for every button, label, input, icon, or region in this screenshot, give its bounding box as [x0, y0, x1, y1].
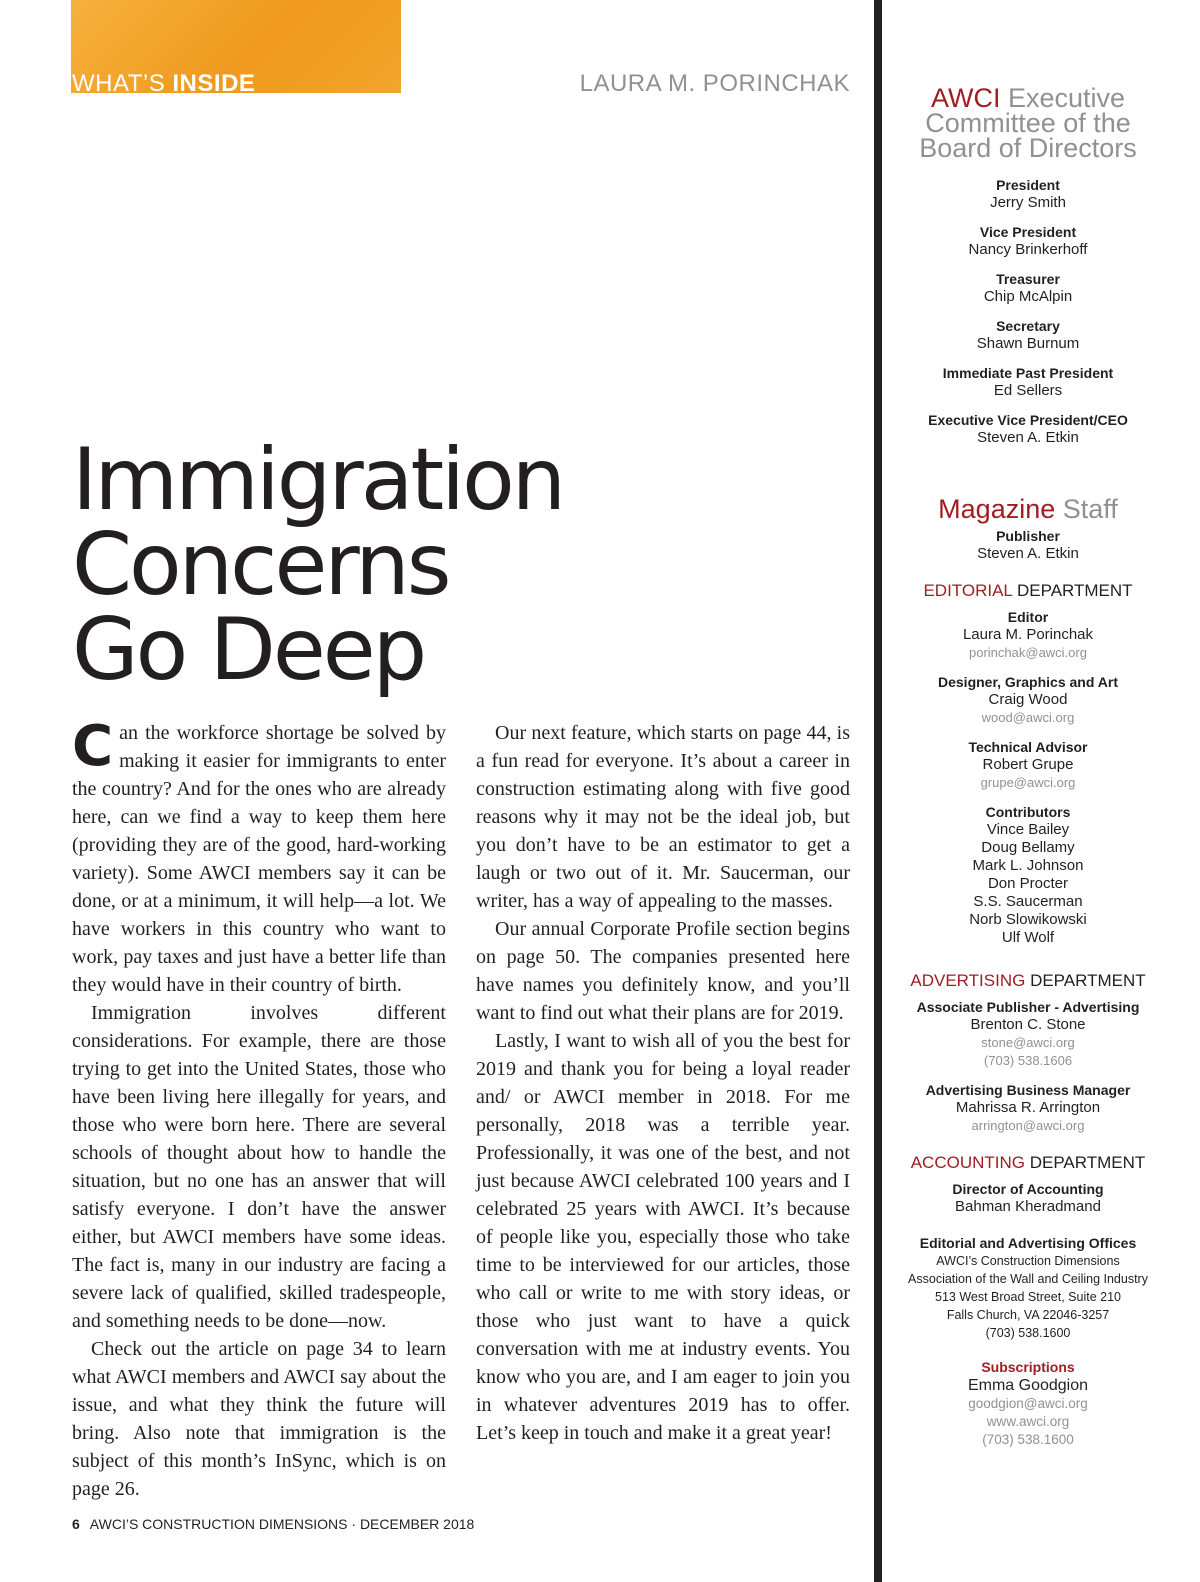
- article-column-1: [72, 714, 446, 1503]
- role-email: porinchak@awci.org: [969, 645, 1087, 660]
- article-paragraph: Our next feature, which starts on page 44, is a fun read for everyone. It’s about a career in construction estimating along with five good reasons why it may not be the ideal job, but you don’t have to be an estimator to get a laugh or two out of it. Mr. Saucerman, our writer, has a way of appealing to the masses.: [476, 722, 850, 912]
- dept-red: ACCOUNTING: [910, 1153, 1025, 1172]
- role-title: Contributors: [985, 804, 1071, 820]
- contributor: Don Procter: [987, 875, 1069, 892]
- article-column-2: [476, 719, 850, 1447]
- role-email: arrington@awci.org: [971, 1118, 1085, 1133]
- role-title: Technical Advisor: [968, 739, 1088, 755]
- subscriptions-block: [902, 1358, 1154, 1449]
- contributor: Ulf Wolf: [1001, 929, 1055, 946]
- author-byline: LAURA M. PORINCHAK: [579, 70, 850, 97]
- article-paragraph: Immigration involves different considerations. For example, there are those trying to get into the United States, those who have been living here illegally for years, and those who were born here. There are several schools of thought about how to handle the situation, but no one has an answer that will satisfy everyone. I don’t have the answer either, but AWCI members have some ideas. The fact is, many in our industry are facing a severe lack of qualified, skilled tradespeople, and something needs to be done—now.: [72, 1002, 446, 1332]
- role-name: Nancy Brinkerhoff: [968, 241, 1088, 258]
- role-phone: (703) 538.1606: [983, 1053, 1073, 1068]
- headline-line-3: Go Deep: [72, 600, 425, 700]
- committee-heading-red: AWCI: [930, 83, 1001, 113]
- staff-heading-gray: Staff: [1062, 494, 1118, 524]
- role-name: Steven A. Etkin: [977, 545, 1079, 562]
- role-title: Secretary: [996, 318, 1060, 334]
- offices-block: [902, 1234, 1154, 1342]
- committee-role: [902, 271, 1154, 306]
- committee-role: [902, 412, 1154, 447]
- editor-role: [902, 609, 1154, 662]
- role-title: Vice President: [979, 224, 1077, 240]
- role-name: Mahrissa R. Arrington: [955, 1099, 1101, 1116]
- article-headline: [72, 430, 564, 700]
- role-name: Bahman Kheradmand: [955, 1198, 1101, 1215]
- role-name: Steven A. Etkin: [977, 429, 1079, 446]
- article-paragraph: Lastly, I want to wish all of you the best for 2019 and thank you for being a loyal reader and/ or AWCI member in 2018. For me personally, 2018 was a terrible year. Professionally, it was one of the best, and not just because AWCI celebrated 100 years and I celebrated 25 years with AWCI. It’s because of people like you, especially those who take time to be interviewed for our articles, those who call or write to me with story ideas, or those who just want to have a quick conversation with me at industry events. You know who you are, and I am eager to join you in whatever adventures 2019 has to offer. Let’s keep in touch and make it a great year!: [476, 1030, 850, 1444]
- contributor: Norb Slowikowski: [969, 911, 1087, 928]
- offices-line: (703) 538.1600: [985, 1326, 1071, 1340]
- dept-red: ADVERTISING: [910, 971, 1026, 990]
- drop-cap: C: [72, 714, 114, 779]
- section-label-bold: INSIDE: [172, 70, 256, 97]
- committee-role: [902, 177, 1154, 212]
- publication-line: AWCI’S CONSTRUCTION DIMENSIONS · DECEMBER 2018: [89, 1516, 475, 1532]
- role-title: Designer, Graphics and Art: [938, 674, 1118, 690]
- role-email: grupe@awci.org: [980, 775, 1076, 790]
- committee-role: [902, 224, 1154, 259]
- advertising-dept-heading: [902, 971, 1154, 991]
- editorial-dept-heading: [902, 581, 1154, 601]
- subscriptions-name: Emma Goodgion: [967, 1377, 1089, 1394]
- offices-line: AWCI’s Construction Dimensions: [936, 1254, 1120, 1268]
- staff-heading: [902, 494, 1154, 524]
- technical-advisor-role: [902, 739, 1154, 792]
- role-name: Craig Wood: [988, 691, 1068, 708]
- dept-rest: DEPARTMENT: [1030, 971, 1146, 990]
- committee-heading: [902, 83, 1154, 163]
- role-title: Immediate Past President: [942, 365, 1114, 381]
- role-title: Editor: [1007, 609, 1049, 625]
- article-paragraph: [72, 714, 446, 999]
- headline-line-1: Immigration: [72, 430, 564, 530]
- role-name: Chip McAlpin: [983, 288, 1073, 305]
- role-title: Treasurer: [996, 271, 1060, 287]
- role-title: Advertising Business Manager: [925, 1082, 1131, 1098]
- subscriptions-title: Subscriptions: [981, 1359, 1075, 1375]
- dept-rest: DEPARTMENT: [1017, 581, 1133, 600]
- ad-manager-role: [902, 1082, 1154, 1135]
- contributors-list: [902, 821, 1154, 947]
- role-title: Director of Accounting: [952, 1181, 1104, 1197]
- role-title: Associate Publisher - Advertising: [916, 999, 1140, 1015]
- contributor: S.S. Saucerman: [973, 893, 1083, 910]
- staff-heading-red: Magazine: [938, 494, 1056, 524]
- committee-role: [902, 318, 1154, 353]
- role-title: Executive Vice President/CEO: [928, 412, 1128, 428]
- role-email: wood@awci.org: [981, 710, 1075, 725]
- offices-title: Editorial and Advertising Offices: [919, 1235, 1137, 1251]
- offices-line: Falls Church, VA 22046-3257: [946, 1308, 1110, 1322]
- accounting-dept-heading: [902, 1153, 1154, 1173]
- role-name: Jerry Smith: [990, 194, 1066, 211]
- role-title: President: [996, 177, 1060, 193]
- article-paragraph: Our annual Corporate Profile section begins on page 50. The companies presented here have names you definitely know, and you’ll want to find out what their plans are for 2019.: [476, 918, 850, 1024]
- committee-role: [902, 365, 1154, 400]
- sidebar-divider: [874, 0, 882, 1582]
- role-name: Ed Sellers: [993, 382, 1063, 399]
- article-paragraph: Check out the article on page 34 to learn what AWCI members and AWCI say about the issue, and what they think the future will bring. Also note that immigration is the subject of this month’s InSync, which is on page 26.: [72, 1338, 446, 1500]
- offices-line: 513 West Broad Street, Suite 210: [935, 1290, 1121, 1304]
- dept-rest: DEPARTMENT: [1029, 1153, 1146, 1172]
- subscriptions-email: goodgion@awci.org: [968, 1396, 1088, 1411]
- subscriptions-phone: (703) 538.1600: [982, 1432, 1074, 1447]
- page-number: 6: [72, 1516, 80, 1532]
- contributor: Doug Bellamy: [981, 839, 1075, 856]
- role-name: Brenton C. Stone: [970, 1016, 1086, 1033]
- subscriptions-website: www.awci.org: [986, 1414, 1070, 1429]
- contributor: Mark L. Johnson: [972, 857, 1084, 874]
- section-label: [72, 72, 255, 96]
- masthead-sidebar: [902, 83, 1154, 1449]
- publisher-role: [902, 528, 1154, 563]
- contributor: Vince Bailey: [986, 821, 1070, 838]
- associate-publisher-role: [902, 999, 1154, 1070]
- accounting-director-role: [902, 1181, 1154, 1216]
- page-footer: [72, 1516, 474, 1532]
- contributors-role: [902, 804, 1154, 947]
- role-title: Publisher: [996, 528, 1060, 544]
- role-name: Laura M. Porinchak: [962, 626, 1094, 643]
- role-name: Shawn Burnum: [976, 335, 1080, 352]
- committee-heading-gray: Executive Committee of the Board of Directors: [919, 83, 1137, 163]
- role-name: Robert Grupe: [982, 756, 1074, 773]
- dept-red: EDITORIAL: [923, 581, 1013, 600]
- headline-line-2: Concerns: [72, 515, 449, 615]
- section-label-light: WHAT’S: [72, 70, 166, 97]
- designer-role: [902, 674, 1154, 727]
- role-email: stone@awci.org: [981, 1035, 1075, 1050]
- paragraph-text: an the workforce shortage be solved by making it easier for immigrants to enter the country? And for the ones who are already here, can we find a way to keep them here (providing they are of the good, hard-working variety). Some AWCI members say it can be done, or at a minimum, it will help—a lot. We have workers in this country who want to work, pay taxes and just have a better life than they would have in their country of birth.: [72, 722, 446, 996]
- offices-line: Association of the Wall and Ceiling Industry: [908, 1272, 1148, 1286]
